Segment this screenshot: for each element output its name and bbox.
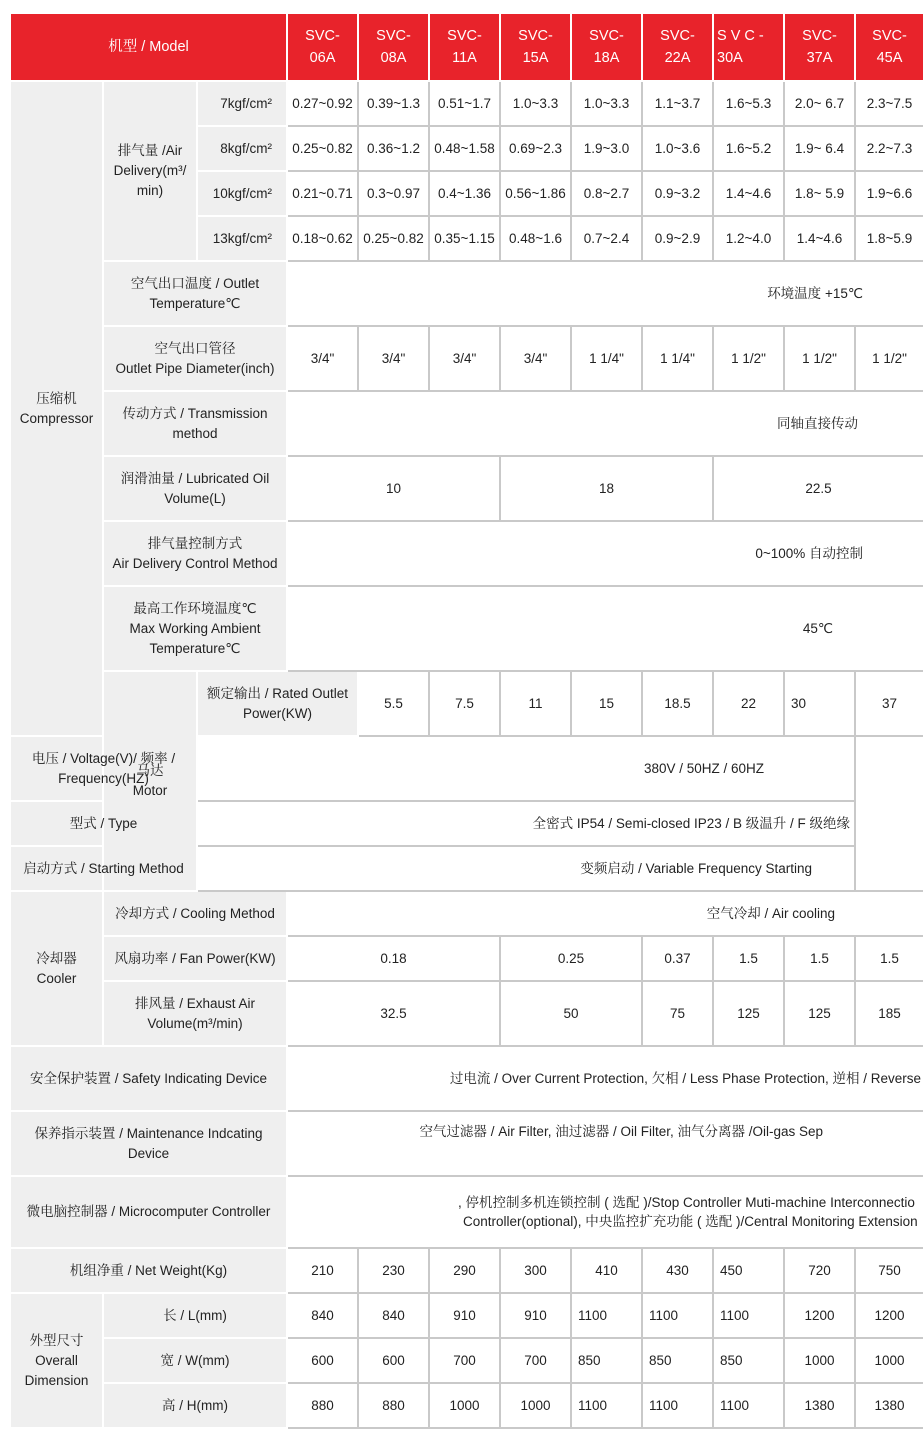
- table-cell: 1.0~3.6: [642, 126, 713, 171]
- table-cell: 1.0~3.3: [500, 81, 571, 126]
- table-cell: 1.4~4.6: [784, 216, 855, 261]
- starting-label: 启动方式 / Starting Method: [10, 846, 197, 891]
- table-cell: 32.5: [287, 981, 500, 1046]
- table-cell: 3/4": [358, 326, 429, 391]
- table-cell: 1100: [713, 1293, 784, 1338]
- table-cell: 1.6~5.3: [713, 81, 784, 126]
- starting-value: 变频启动 / Variable Frequency Starting: [197, 846, 855, 891]
- table-cell: 11: [500, 671, 571, 736]
- header-row: [10, 13, 923, 81]
- outlet-temp-row: [10, 261, 923, 326]
- table-cell: 1.6~5.2: [713, 126, 784, 171]
- starting-row: [10, 846, 923, 891]
- table-cell: 18: [500, 456, 713, 521]
- table-cell: 0.9~3.2: [642, 171, 713, 216]
- max-ambient-label: 最高工作环境温度℃ Max Working Ambient Temperature℃: [103, 586, 287, 671]
- table-cell: 0.48~1.58: [429, 126, 500, 171]
- table-cell: 1.9~ 6.4: [784, 126, 855, 171]
- table-cell: 430: [642, 1248, 713, 1293]
- table-cell: 3/4": [500, 326, 571, 391]
- motor-type-value: 全密式 IP54 / Semi-closed IP23 / B 级温升 / F 级绝缘: [197, 801, 855, 846]
- table-cell: 0.48~1.6: [500, 216, 571, 261]
- table-cell: 1200: [855, 1293, 923, 1338]
- width-label: 宽 / W(mm): [103, 1338, 287, 1383]
- model-08a: SVC- 08A: [358, 13, 429, 81]
- controller-label: 微电脑控制器 / Microcomputer Controller: [10, 1176, 287, 1248]
- table-cell: 1000: [500, 1383, 571, 1428]
- table-cell: 18.5: [642, 671, 713, 736]
- table-cell: 0.25: [500, 936, 642, 981]
- table-cell: 1.1~3.7: [642, 81, 713, 126]
- table-cell: 5.5: [358, 671, 429, 736]
- air-delivery-label: 排气量 /Air Delivery(m³/ min): [103, 81, 197, 261]
- table-cell: 850: [642, 1338, 713, 1383]
- table-cell: 1 1/4": [571, 326, 642, 391]
- table-cell: 1100: [642, 1293, 713, 1338]
- table-cell: 600: [358, 1338, 429, 1383]
- table-cell: 230: [358, 1248, 429, 1293]
- fan-power-label: 风扇功率 / Fan Power(KW): [103, 936, 287, 981]
- maintenance-value: 空气过滤器 / Air Filter, 油过滤器 / Oil Filter, 油气分离器 /Oil-gas Sep: [287, 1111, 923, 1176]
- table-cell: 0.37: [642, 936, 713, 981]
- model-30a: S V C - 30A: [713, 13, 784, 81]
- model-06a: SVC- 06A: [287, 13, 358, 81]
- table-cell: 0.7~2.4: [571, 216, 642, 261]
- table-cell: 1000: [784, 1338, 855, 1383]
- table-cell: 125: [784, 981, 855, 1046]
- table-cell: 1.5: [713, 936, 784, 981]
- model-22a: SVC- 22A: [642, 13, 713, 81]
- pressure-10-label: 10kgf/cm²: [197, 171, 287, 216]
- table-cell: 1100: [571, 1383, 642, 1428]
- exhaust-label: 排风量 / Exhaust Air Volume(m³/min): [103, 981, 287, 1046]
- table-cell: 0.35~1.15: [429, 216, 500, 261]
- table-cell: 2.0~ 6.7: [784, 81, 855, 126]
- table-cell: 1100: [642, 1383, 713, 1428]
- weight-label: 机组净重 / Net Weight(Kg): [10, 1248, 287, 1293]
- transmission-value: 同轴直接传动: [287, 391, 923, 456]
- height-row: [10, 1383, 923, 1428]
- model-18a: SVC- 18A: [571, 13, 642, 81]
- transmission-label: 传动方式 / Transmission method: [103, 391, 287, 456]
- delivery-control-label: 排气量控制方式 Air Delivery Control Method: [103, 521, 287, 586]
- maintenance-row: [10, 1111, 923, 1176]
- table-cell: 880: [287, 1383, 358, 1428]
- model-15a: SVC- 15A: [500, 13, 571, 81]
- fan-power-row: [10, 936, 923, 981]
- table-cell: 1.8~ 5.9: [784, 171, 855, 216]
- table-cell: 300: [500, 1248, 571, 1293]
- safety-value: 过电流 / Over Current Protection, 欠相 / Less Phase Protection, 逆相 / Reverse: [287, 1046, 923, 1111]
- table-cell: 15: [571, 671, 642, 736]
- table-cell: 0.69~2.3: [500, 126, 571, 171]
- spec-table: [9, 12, 923, 1429]
- table-cell: 290: [429, 1248, 500, 1293]
- table-cell: 850: [713, 1338, 784, 1383]
- transmission-row: [10, 391, 923, 456]
- table-cell: 1100: [713, 1383, 784, 1428]
- table-cell: 1 1/4": [642, 326, 713, 391]
- table-cell: 0.51~1.7: [429, 81, 500, 126]
- model-45a: SVC- 45A: [855, 13, 923, 81]
- table-cell: 0.25~0.82: [358, 216, 429, 261]
- cooling-value: 空气冷却 / Air cooling: [287, 891, 923, 936]
- table-cell: 410: [571, 1248, 642, 1293]
- weight-row: [10, 1248, 923, 1293]
- table-cell: 1.0~3.3: [571, 81, 642, 126]
- table-cell: 1200: [784, 1293, 855, 1338]
- height-label: 高 / H(mm): [103, 1383, 287, 1428]
- table-cell: 0.56~1.86: [500, 171, 571, 216]
- table-cell: 840: [358, 1293, 429, 1338]
- table-cell: 750: [855, 1248, 923, 1293]
- motor-group-label: 马达 Motor: [103, 671, 197, 891]
- table-cell: 1380: [855, 1383, 923, 1428]
- table-cell: 75: [642, 981, 713, 1046]
- table-cell: 910: [500, 1293, 571, 1338]
- table-cell: 1.5: [855, 936, 923, 981]
- table-cell: 185: [855, 981, 923, 1046]
- table-cell: 1.9~3.0: [571, 126, 642, 171]
- cooling-label: 冷却方式 / Cooling Method: [103, 891, 287, 936]
- length-label: 长 / L(mm): [103, 1293, 287, 1338]
- table-cell: 0.8~2.7: [571, 171, 642, 216]
- table-cell: 0.36~1.2: [358, 126, 429, 171]
- voltage-label: 电压 / Voltage(V)/ 频率 / Frequency(HZ): [10, 736, 197, 801]
- table-cell: 210: [287, 1248, 358, 1293]
- pressure-8-label: 8kgf/cm²: [197, 126, 287, 171]
- motor-type-label: 型式 / Type: [10, 801, 197, 846]
- length-row: [10, 1293, 923, 1338]
- table-cell: 1.9~6.6: [855, 171, 923, 216]
- safety-label: 安全保护装置 / Safety Indicating Device: [10, 1046, 287, 1111]
- air-delivery-row: [10, 81, 923, 126]
- cooling-row: [10, 891, 923, 936]
- table-cell: 0.21~0.71: [287, 171, 358, 216]
- motor-type-row: [10, 801, 923, 846]
- safety-row: [10, 1046, 923, 1111]
- pressure-7-label: 7kgf/cm²: [197, 81, 287, 126]
- table-cell: 3/4": [287, 326, 358, 391]
- table-cell: 7.5: [429, 671, 500, 736]
- table-cell: 37: [855, 671, 923, 736]
- table-cell: 0.25~0.82: [287, 126, 358, 171]
- pressure-13-label: 13kgf/cm²: [197, 216, 287, 261]
- table-cell: 910: [429, 1293, 500, 1338]
- table-cell: 125: [713, 981, 784, 1046]
- table-cell: 1100: [571, 1293, 642, 1338]
- table-cell: 1.2~4.0: [713, 216, 784, 261]
- table-cell: 1.8~5.9: [855, 216, 923, 261]
- table-cell: 2.2~7.3: [855, 126, 923, 171]
- outlet-pipe-label: 空气出口管径 Outlet Pipe Diameter(inch): [103, 326, 287, 391]
- table-cell: 0.9~2.9: [642, 216, 713, 261]
- table-cell: 1000: [429, 1383, 500, 1428]
- table-cell: 0.18: [287, 936, 500, 981]
- cooler-group-label: 冷却器 Cooler: [10, 891, 103, 1046]
- lube-oil-label: 润滑油量 / Lubricated Oil Volume(L): [103, 456, 287, 521]
- model-11a: SVC- 11A: [429, 13, 500, 81]
- table-cell: 1 1/2": [713, 326, 784, 391]
- table-cell: 600: [287, 1338, 358, 1383]
- rated-power-row: [10, 671, 923, 736]
- table-cell: 880: [358, 1383, 429, 1428]
- voltage-value: 380V / 50HZ / 60HZ: [197, 736, 855, 801]
- outlet-temp-value: 环境温度 +15℃: [287, 261, 923, 326]
- table-cell: 22: [713, 671, 784, 736]
- exhaust-row: [10, 981, 923, 1046]
- table-cell: 1.4~4.6: [713, 171, 784, 216]
- table-cell: 1.5: [784, 936, 855, 981]
- table-cell: 50: [500, 981, 642, 1046]
- table-cell: 0.27~0.92: [287, 81, 358, 126]
- table-cell: 1 1/2": [855, 326, 923, 391]
- model-label: 机型 / Model: [10, 13, 287, 81]
- table-cell: 0.39~1.3: [358, 81, 429, 126]
- table-cell: 30: [784, 671, 855, 736]
- maintenance-label: 保养指示装置 / Maintenance Indcating Device: [10, 1111, 287, 1176]
- lube-oil-row: [10, 456, 923, 521]
- table-cell: 840: [287, 1293, 358, 1338]
- table-cell: 700: [429, 1338, 500, 1383]
- table-cell: 1380: [784, 1383, 855, 1428]
- delivery-control-value: 0~100% 自动控制: [287, 521, 923, 586]
- table-cell: 10: [287, 456, 500, 521]
- width-row: [10, 1338, 923, 1383]
- table-cell: 0.18~0.62: [287, 216, 358, 261]
- table-cell: 850: [571, 1338, 642, 1383]
- controller-value: , 停机控制多机连锁控制 ( 选配 )/Stop Controller Muti-machine Interconnectio Controller(optional), 中央监控扩充功能 ( 选配 )/Central Monitoring Extension: [287, 1176, 923, 1248]
- table-cell: 3/4": [429, 326, 500, 391]
- rated-power-label: 额定输出 / Rated Outlet Power(KW): [197, 671, 358, 736]
- model-37a: SVC- 37A: [784, 13, 855, 81]
- delivery-control-row: [10, 521, 923, 586]
- table-cell: 720: [784, 1248, 855, 1293]
- compressor-group-label: 压缩机 Compressor: [10, 81, 103, 736]
- table-cell: 1 1/2": [784, 326, 855, 391]
- controller-row: [10, 1176, 923, 1248]
- table-cell: 1000: [855, 1338, 923, 1383]
- max-ambient-row: [10, 586, 923, 671]
- table-cell: 0.3~0.97: [358, 171, 429, 216]
- dimension-group-label: 外型尺寸 Overall Dimension: [10, 1293, 103, 1428]
- table-cell: 0.4~1.36: [429, 171, 500, 216]
- table-cell: 450: [713, 1248, 784, 1293]
- max-ambient-value: 45℃: [287, 586, 923, 671]
- outlet-temp-label: 空气出口温度 / Outlet Temperature℃: [103, 261, 287, 326]
- table-cell: 700: [500, 1338, 571, 1383]
- table-cell: 22.5: [713, 456, 923, 521]
- table-cell: 2.3~7.5: [855, 81, 923, 126]
- outlet-pipe-row: [10, 326, 923, 391]
